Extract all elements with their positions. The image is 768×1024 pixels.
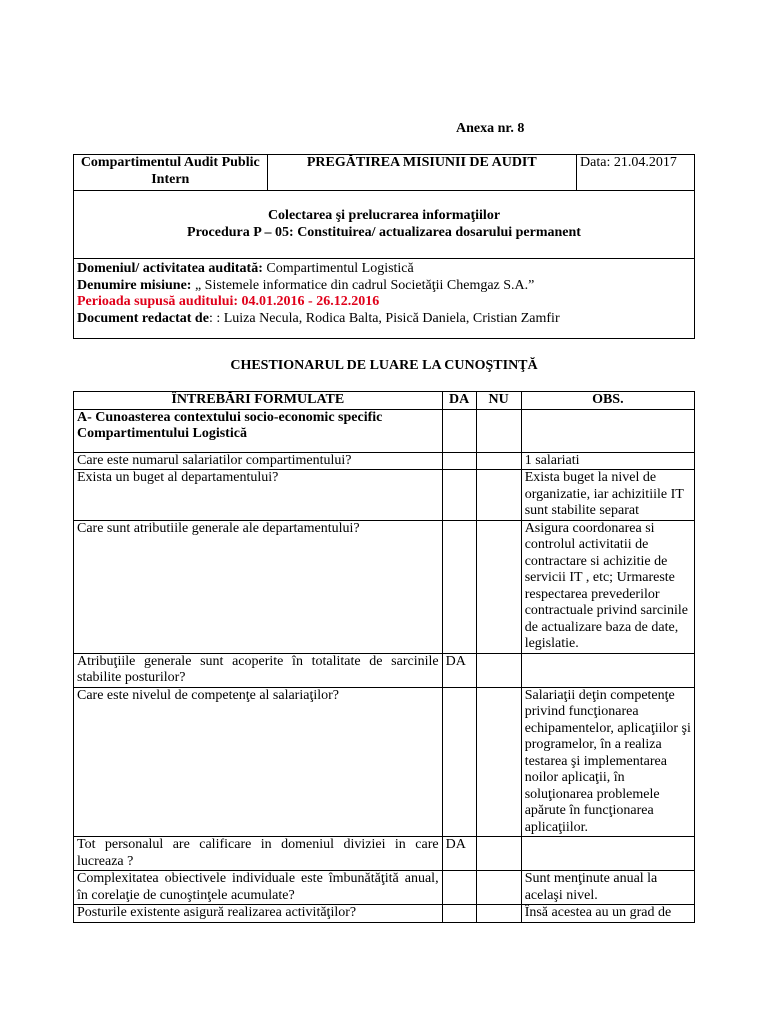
table-row xyxy=(74,470,695,521)
question-cell: Complexitatea obiectivele individuale este îmbunătăţită anual, în corelaţie de cunoştinţele acumulate? xyxy=(74,871,443,905)
obs-cell: 1 salariati xyxy=(521,452,694,470)
nu-cell xyxy=(476,871,521,905)
procedure-line-2: Procedura P – 05: Constituirea/ actualizarea dosarului permanent xyxy=(187,224,581,240)
obs-cell xyxy=(521,653,694,687)
question-cell: Atribuţiile generale sunt acoperite în totalitate de sarcinile stabilite posturilor? xyxy=(74,653,443,687)
obs-cell: Sunt menţinute anual la acelaşi nivel. xyxy=(521,871,694,905)
nu-cell xyxy=(476,905,521,923)
document-line xyxy=(77,311,691,328)
table-row xyxy=(74,871,695,905)
document-value: : : Luiza Necula, Rodica Balta, Pisică Daniela, Cristian Zamfir xyxy=(208,310,560,326)
table-row xyxy=(74,837,695,871)
question-cell: Care este numarul salariatilor compartimentului? xyxy=(74,452,443,470)
mission-details-cell xyxy=(74,259,695,339)
nu-cell xyxy=(476,687,521,837)
period-value: : 04.01.2016 - 26.12.2016 xyxy=(233,294,380,309)
period-label: Perioada supusă auditului xyxy=(77,294,234,309)
da-cell xyxy=(442,470,476,521)
table-cell xyxy=(476,409,521,452)
annex-number: Anexa nr. 8 xyxy=(456,121,525,136)
question-cell: Posturile existente asigură realizarea activităţilor? xyxy=(74,905,443,923)
obs-cell xyxy=(521,837,694,871)
obs-cell: Însă acestea au un grad de xyxy=(521,905,694,923)
table-cell xyxy=(521,409,694,452)
period-line xyxy=(77,294,691,311)
procedure-cell xyxy=(74,191,695,259)
nu-cell xyxy=(476,520,521,653)
nu-cell xyxy=(476,452,521,470)
domain-line xyxy=(77,261,691,278)
obs-cell: Exista buget la nivel de organizatie, iar achizitiile IT sunt stabilite separat xyxy=(521,470,694,521)
obs-cell: Asigura coordonarea si controlul activitatii de contractare si achizitie de servicii IT , etc; Urmareste respectarea prevederilor contractuale privind sarcinile de actualizare baza de date, legislatie. xyxy=(521,520,694,653)
da-cell xyxy=(442,687,476,837)
domain-value: Compartimentul Logistică xyxy=(262,261,414,276)
department-cell: Compartimentul Audit Public Intern xyxy=(74,155,268,191)
table-row xyxy=(74,520,695,653)
question-cell: Care sunt atributiile generale ale departamentului? xyxy=(74,520,443,653)
da-cell: DA xyxy=(442,837,476,871)
nu-cell xyxy=(476,653,521,687)
table-row xyxy=(74,653,695,687)
column-header-obs: OBS. xyxy=(521,392,694,410)
da-cell xyxy=(442,520,476,653)
mission-value: „ Sistemele informatice din cadrul Societăţii Chemgaz S.A.” xyxy=(191,277,535,293)
question-cell: Exista un buget al departamentului? xyxy=(74,470,443,521)
table-row xyxy=(74,452,695,470)
procedure-line-1: Colectarea şi prelucrarea informaţiilor xyxy=(267,208,501,223)
nu-cell xyxy=(476,470,521,521)
section-a-title: A- Cunoasterea contextului socio-economic specific Compartimentului Logistică xyxy=(74,409,443,452)
column-header-questions: ÎNTREBĂRI FORMULATE xyxy=(74,392,443,410)
table-cell xyxy=(442,409,476,452)
nu-cell xyxy=(476,837,521,871)
questionnaire-table xyxy=(73,391,695,923)
column-header-da: DA xyxy=(442,392,476,410)
mission-header-table xyxy=(73,154,695,339)
document-label: Document redactat de xyxy=(77,310,209,326)
mission-label: Denumire misiune: xyxy=(77,277,192,293)
column-header-nu: NU xyxy=(476,392,521,410)
da-cell xyxy=(442,905,476,923)
mission-title-cell: PREGĂTIREA MISIUNII DE AUDIT xyxy=(267,155,576,191)
date-cell: Data: 21.04.2017 xyxy=(577,155,695,191)
domain-label: Domeniul/ activitatea auditată: xyxy=(77,261,263,276)
da-cell xyxy=(442,452,476,470)
questionnaire-title: CHESTIONARUL DE LUARE LA CUNOŞTINŢĂ xyxy=(230,358,538,373)
question-cell: Care este nivelul de competenţe al salariaţilor? xyxy=(74,687,443,837)
table-row xyxy=(74,905,695,923)
da-cell: DA xyxy=(442,653,476,687)
table-row xyxy=(74,687,695,837)
question-cell: Tot personalul are calificare in domeniul diviziei in care lucreaza ? xyxy=(74,837,443,871)
da-cell xyxy=(442,871,476,905)
mission-line xyxy=(77,278,691,295)
obs-cell: Salariaţii deţin competenţe privind funcţionarea echipamentelor, aplicaţiilor şi programelor, în a realiza testarea şi implementarea noilor aplicaţii, în soluţionarea problemele apărute în funcţionarea aplicaţiilor. xyxy=(521,687,694,837)
